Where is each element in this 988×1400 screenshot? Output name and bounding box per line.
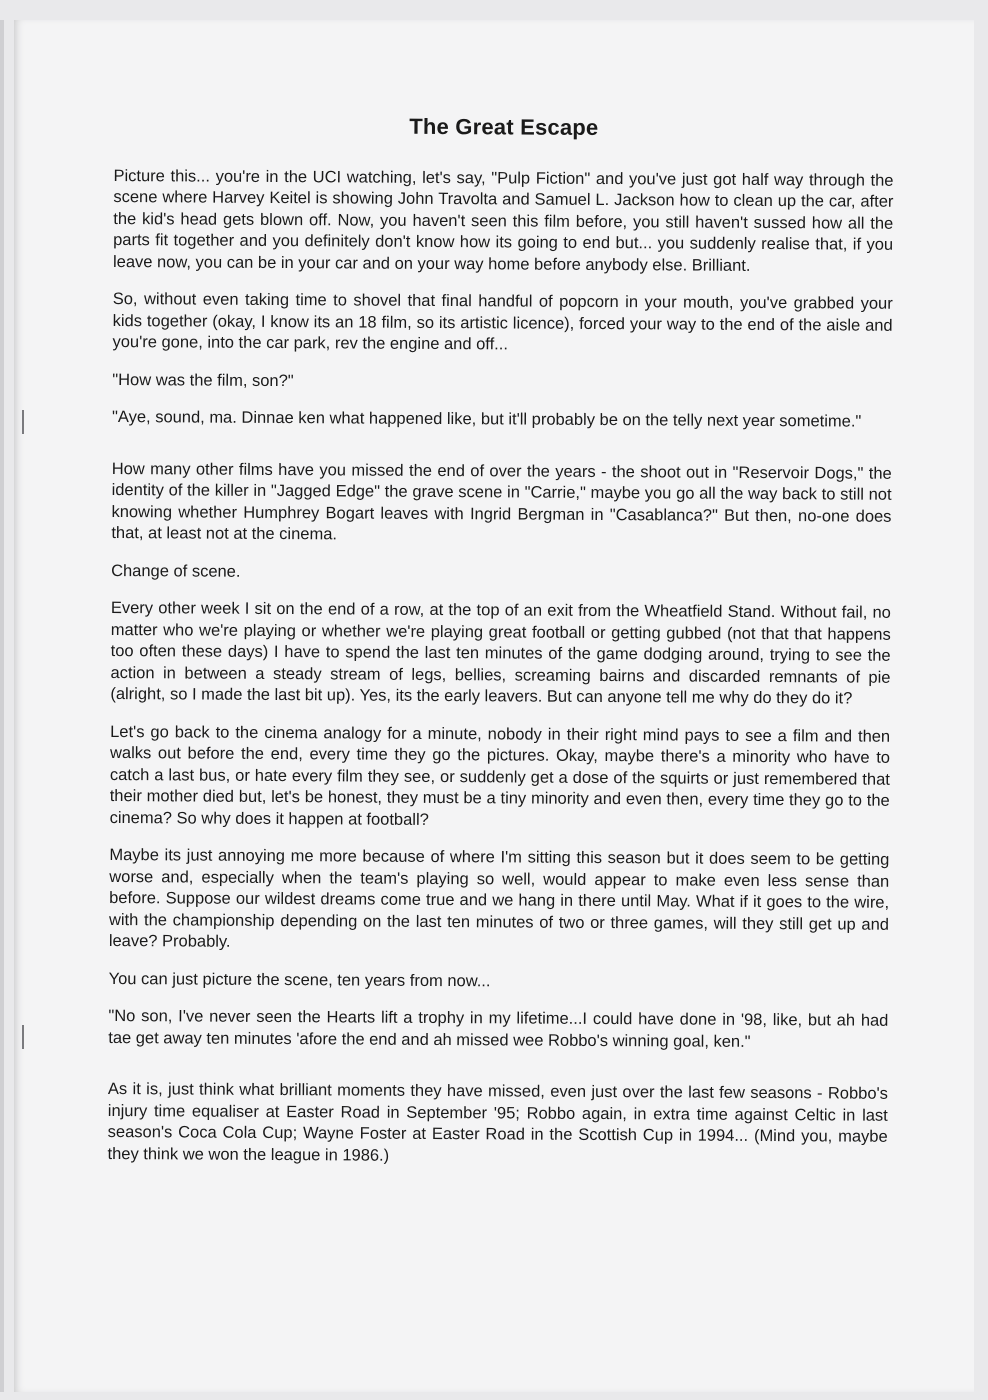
paragraph-leaving: So, without even taking time to shovel that final handful of popcorn in your mouth, you've grabbed your kids together (okay, I know its an 18 film, so its artistic licence), forced your way to the end of the aisle and you're gone, into the car park, rev the engine and off... — [112, 289, 893, 354]
paragraph-picture-scene: You can just picture the scene, ten years from now... — [108, 969, 491, 990]
paragraph-quote: "No son, I've never seen the Hearts lift a trophy in my lifetime...I could have done in '98, like, but ah had tae get away ten minutes 'afore the end and ah missed wee Robbo's winning goal, ken." — [108, 1006, 889, 1051]
paragraph-season: Maybe its just annoying me more because of where I'm sitting this season but it does seem to be getting worse and, especially when the team's playing so well, would appear to make even less sense than before. Suppose our wildest dreams come true and we hang in there until May. What if it goes to the wire, with the championship depending on the last ten minutes of two or three games, will they still get up and leave? Probably. — [108, 845, 890, 951]
paragraph-intro: Picture this... you're in the UCI watching, let's say, "Pulp Fiction" and you've just got half way through the scene where Harvey Keitel is showing John Travolta and Samuel L. Jackson how to clean up the car, after the kid's head gets blown off. Now, you haven't seen this film before, you still haven't sussed how all the parts fit together and you definitely don't know how its going to end but... you suddenly realise that, if you leave now, you can be in your car and on your way home before anybody else. Brilliant. — [112, 166, 894, 275]
article — [107, 100, 894, 1186]
article-title: The Great Escape — [409, 113, 599, 140]
paragraph-question: "How was the film, son?" — [112, 370, 294, 390]
paragraph-brilliant-moments: As it is, just think what brilliant moments they have missed, even just over the last few seasons - Robbo's injury time equaliser at Easter Road in September '95; Robbo again, in extra time against Celtic in last season's Coca Cola Cup; Wayne Foster at Easter Road in the Scottish Cup in 1994... (Mind you, maybe they think we won the league in 1986.) — [107, 1079, 888, 1165]
paragraph-wheatfield-stand: Every other week I sit on the end of a row, at the top of an exit from the Wheatfield Stand. Without fail, no matter who we're playing or whether we're playing great football or getting gubbed (not that that happens too often these days) I have to spend the last ten minutes of the game dodging around, trying to see the action in between a steady stream of legs, bellies, screaming bairns and discarded remnants of pie (alright, so I made the last bit up). Yes, its the early leavers. But can anyone tell me why do they do it? — [110, 598, 891, 708]
printed-page — [14, 20, 974, 1392]
binding-edge — [0, 20, 4, 1392]
paragraph-cinema-analogy: Let's go back to the cinema analogy for a minute, nobody in their right mind pays to see a film and then walks out before the end, every time they go the pictures. Okay, maybe there's a minority who have to catch a last bus, or hate every film they see, or suddenly get a dose of the squirts or just remembered that their mother died but, let's be honest, they must be a tiny minority and even then, every time they go to the cinema? So why does it happen at football? — [109, 722, 891, 829]
paragraph-missed-films: How many other films have you missed the end of over the years - the shoot out in "Reservoir Dogs," the identity of the killer in "Jagged Edge" the grave scene in "Carrie," maybe you go all the way back to still not knowing whether Humphrey Bogart leaves with Ingrid Bergman in "Casablanca?" But then, no-one does that, at least not at the cinema. — [111, 459, 892, 544]
paragraph-change-of-scene: Change of scene. — [111, 561, 241, 581]
staple-mark — [22, 1025, 24, 1049]
staple-mark — [22, 410, 24, 434]
paragraph-answer: "Aye, sound, ma. Dinnae ken what happened like, but it'll probably be on the telly next year sometime." — [112, 407, 862, 431]
